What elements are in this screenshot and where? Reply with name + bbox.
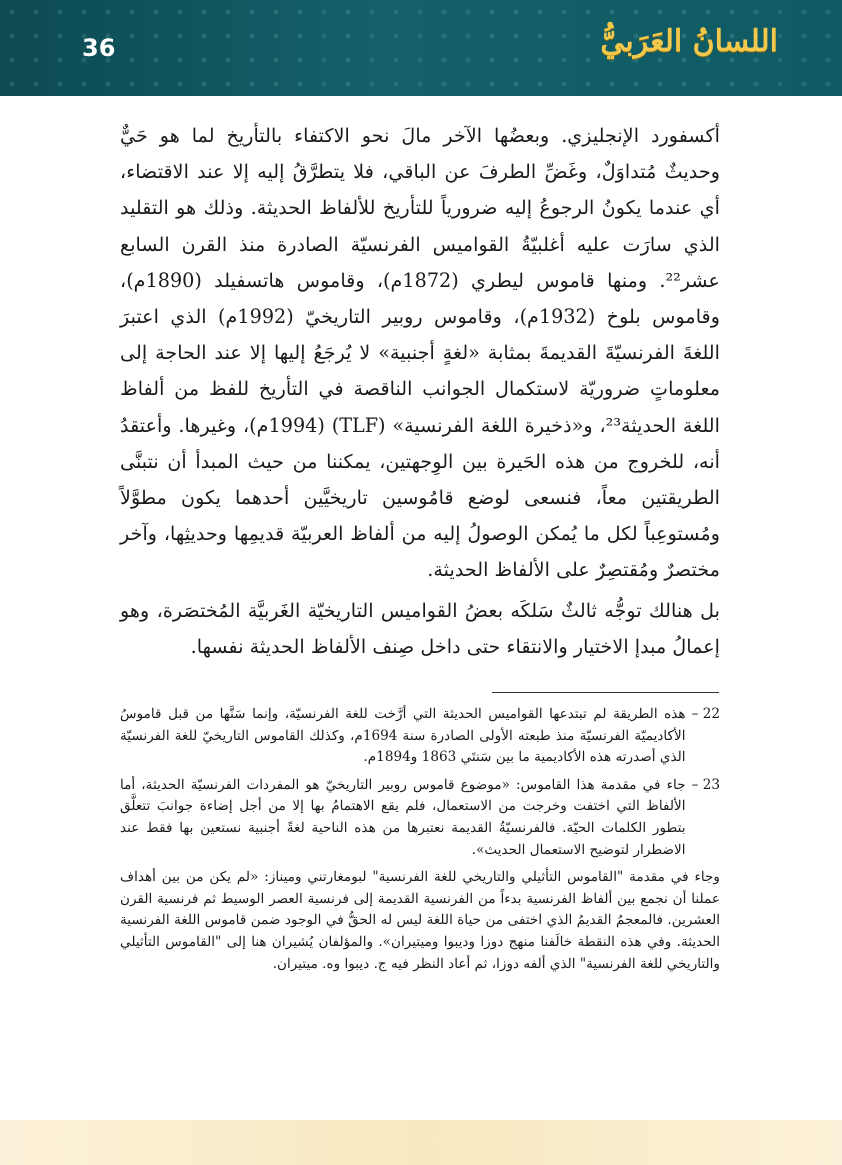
body-paragraph-2: بل هنالك توجُّه ثالثٌ سَلكَه بعضُ القواميس التاريخيّة الغَربيَّة المُختصَرة، وهو إعمالُ مبدإ الاختيار والانتقاء حتى داخل صِنف الألفاظ الحديثة نفسها. bbox=[120, 598, 720, 658]
footnote-text: هذه الطريقة لم تبتدعها القواميس الحديثة التي أرَّخت للغة الفرنسيّة، وإنما سَنَّها من قبل قاموسُ الأكاديميّة الفرنسيّة منذ طبعته الأولى الصادرة سنة 1694م، وكذلك القاموس التاريخيّ للغة الفرنسيّة الذي أصدرته هذه الأكاديمية ما بين سَنتَي 1863 و1894م. bbox=[120, 706, 686, 766]
magazine-logo: اللسانُ العَرَبيُّ bbox=[600, 24, 778, 59]
footnote-23 bbox=[120, 775, 720, 861]
article-body bbox=[120, 118, 720, 665]
footnote-number: 22 – bbox=[691, 706, 720, 722]
footnote-text: جاء في مقدمة هذا القاموس: «موضوع قاموس روبير التاريخيّ هو المفردات الفرنسيّة الحديثة، أما الألفاظ التي اختفت وخرجت من الاستعمال، فلم يقع الاهتمامُ بها إلا من أجل إضاءة جوانبَ تتعلَّق بتطور الكلمات الحيّة. فالفرنسيّةُ القديمة نعتبرها من هذه الناحية لغةً أجنبية نستعين بها فقط عند الاضطرار لتوضيح الاستعمال الحديث». bbox=[120, 776, 686, 858]
footnote-22 bbox=[120, 704, 720, 769]
page-footer-band bbox=[0, 1120, 842, 1165]
footnote-number: 23 – bbox=[691, 776, 720, 793]
page-header bbox=[0, 0, 842, 96]
page-number: 36 bbox=[82, 34, 116, 62]
footnote-23-continuation: وجاء في مقدمة "القاموس التأثيلي والتاريخي للغة الفرنسية" لبومغارتني وميناز: «لم يكن من بين أهداف عملنا أن نجمع بين ألفاظ الفرنسية بدءاً من الفرنسية القديمة إلى فرنسية العصر الوسيط ثم فرنسية القرن العشرين. فالمعجمُ القديمُ الذي اختفى من حياة اللغة ليس له الحقُّ في الوجود ضمن قاموس اللغة الفرنسية الحديثة. وفي هذه النقطة خالَفنا منهج دوزا وديبوا وميتيران». والمؤلفان يُشيران هنا إلى "القاموس التأثيلي والتاريخي للغة الفرنسية" الذي ألفه دوزا، ثم أعاد النظر فيه ج. ديبوا وه. ميتيران. bbox=[120, 869, 720, 972]
footnote-separator bbox=[492, 692, 719, 693]
footnotes bbox=[120, 704, 720, 975]
body-paragraph-1: أكسفورد الإنجليزي. وبعضُها الآخر مالَ نحو الاكتفاء بالتأريخ لما هو حَيٌّ وحديثٌ مُتداوَلٌ، وغَضِّ الطرفَ عن الباقي، فلا يتطرَّقُ إليه إلا عند الاقتضاء، أي عندما يكونُ الرجوعُ إليه ضرورياً للتأريخ للألفاظ الحديثة. وذلك هو التقليد الذي سارَت عليه أغلبيّةُ القواميس الفرنسيّة الصادرة منذ القرن السابع عشر²². ومنها قاموس ليطري (1872م)، وقاموس هاتسفيلد (1890م)، وقاموس بلوخ (1932م)، وقاموس روبير التاريخيّ (1992م) الذي اعتبرَ اللغةَ الفرنسيّةَ القديمةَ بمثابة «لغةٍ أجنبية» لا يُرجَعُ إليها إلا عند الحاجة إلى معلوماتٍ ضروريّة لاستكمال الجوانب الناقصة في التأريخ للفظ من ألفاظ اللغة الحديثة²³، و«ذخيرة اللغة الفرنسية» (TLF) (1994م)، وغيرها. وأعتقدُ أنه، للخروج من هذه الحَيرة بين الوِجهتين، يمكننا من حيث المبدأ أن نتبنَّى الطريقتين معاً، فنسعى لوضع قامُوسين تاريخيَّين أحدهما يكون مطوَّلاً ومُستوعِباً لكل ما يُمكن الوصولُ إليه من ألفاظ العربيّة قديمِها وحديثِها، وآخر مختصرٌ ومُقتصِرٌ على الألفاظ الحديثة. bbox=[120, 124, 720, 582]
